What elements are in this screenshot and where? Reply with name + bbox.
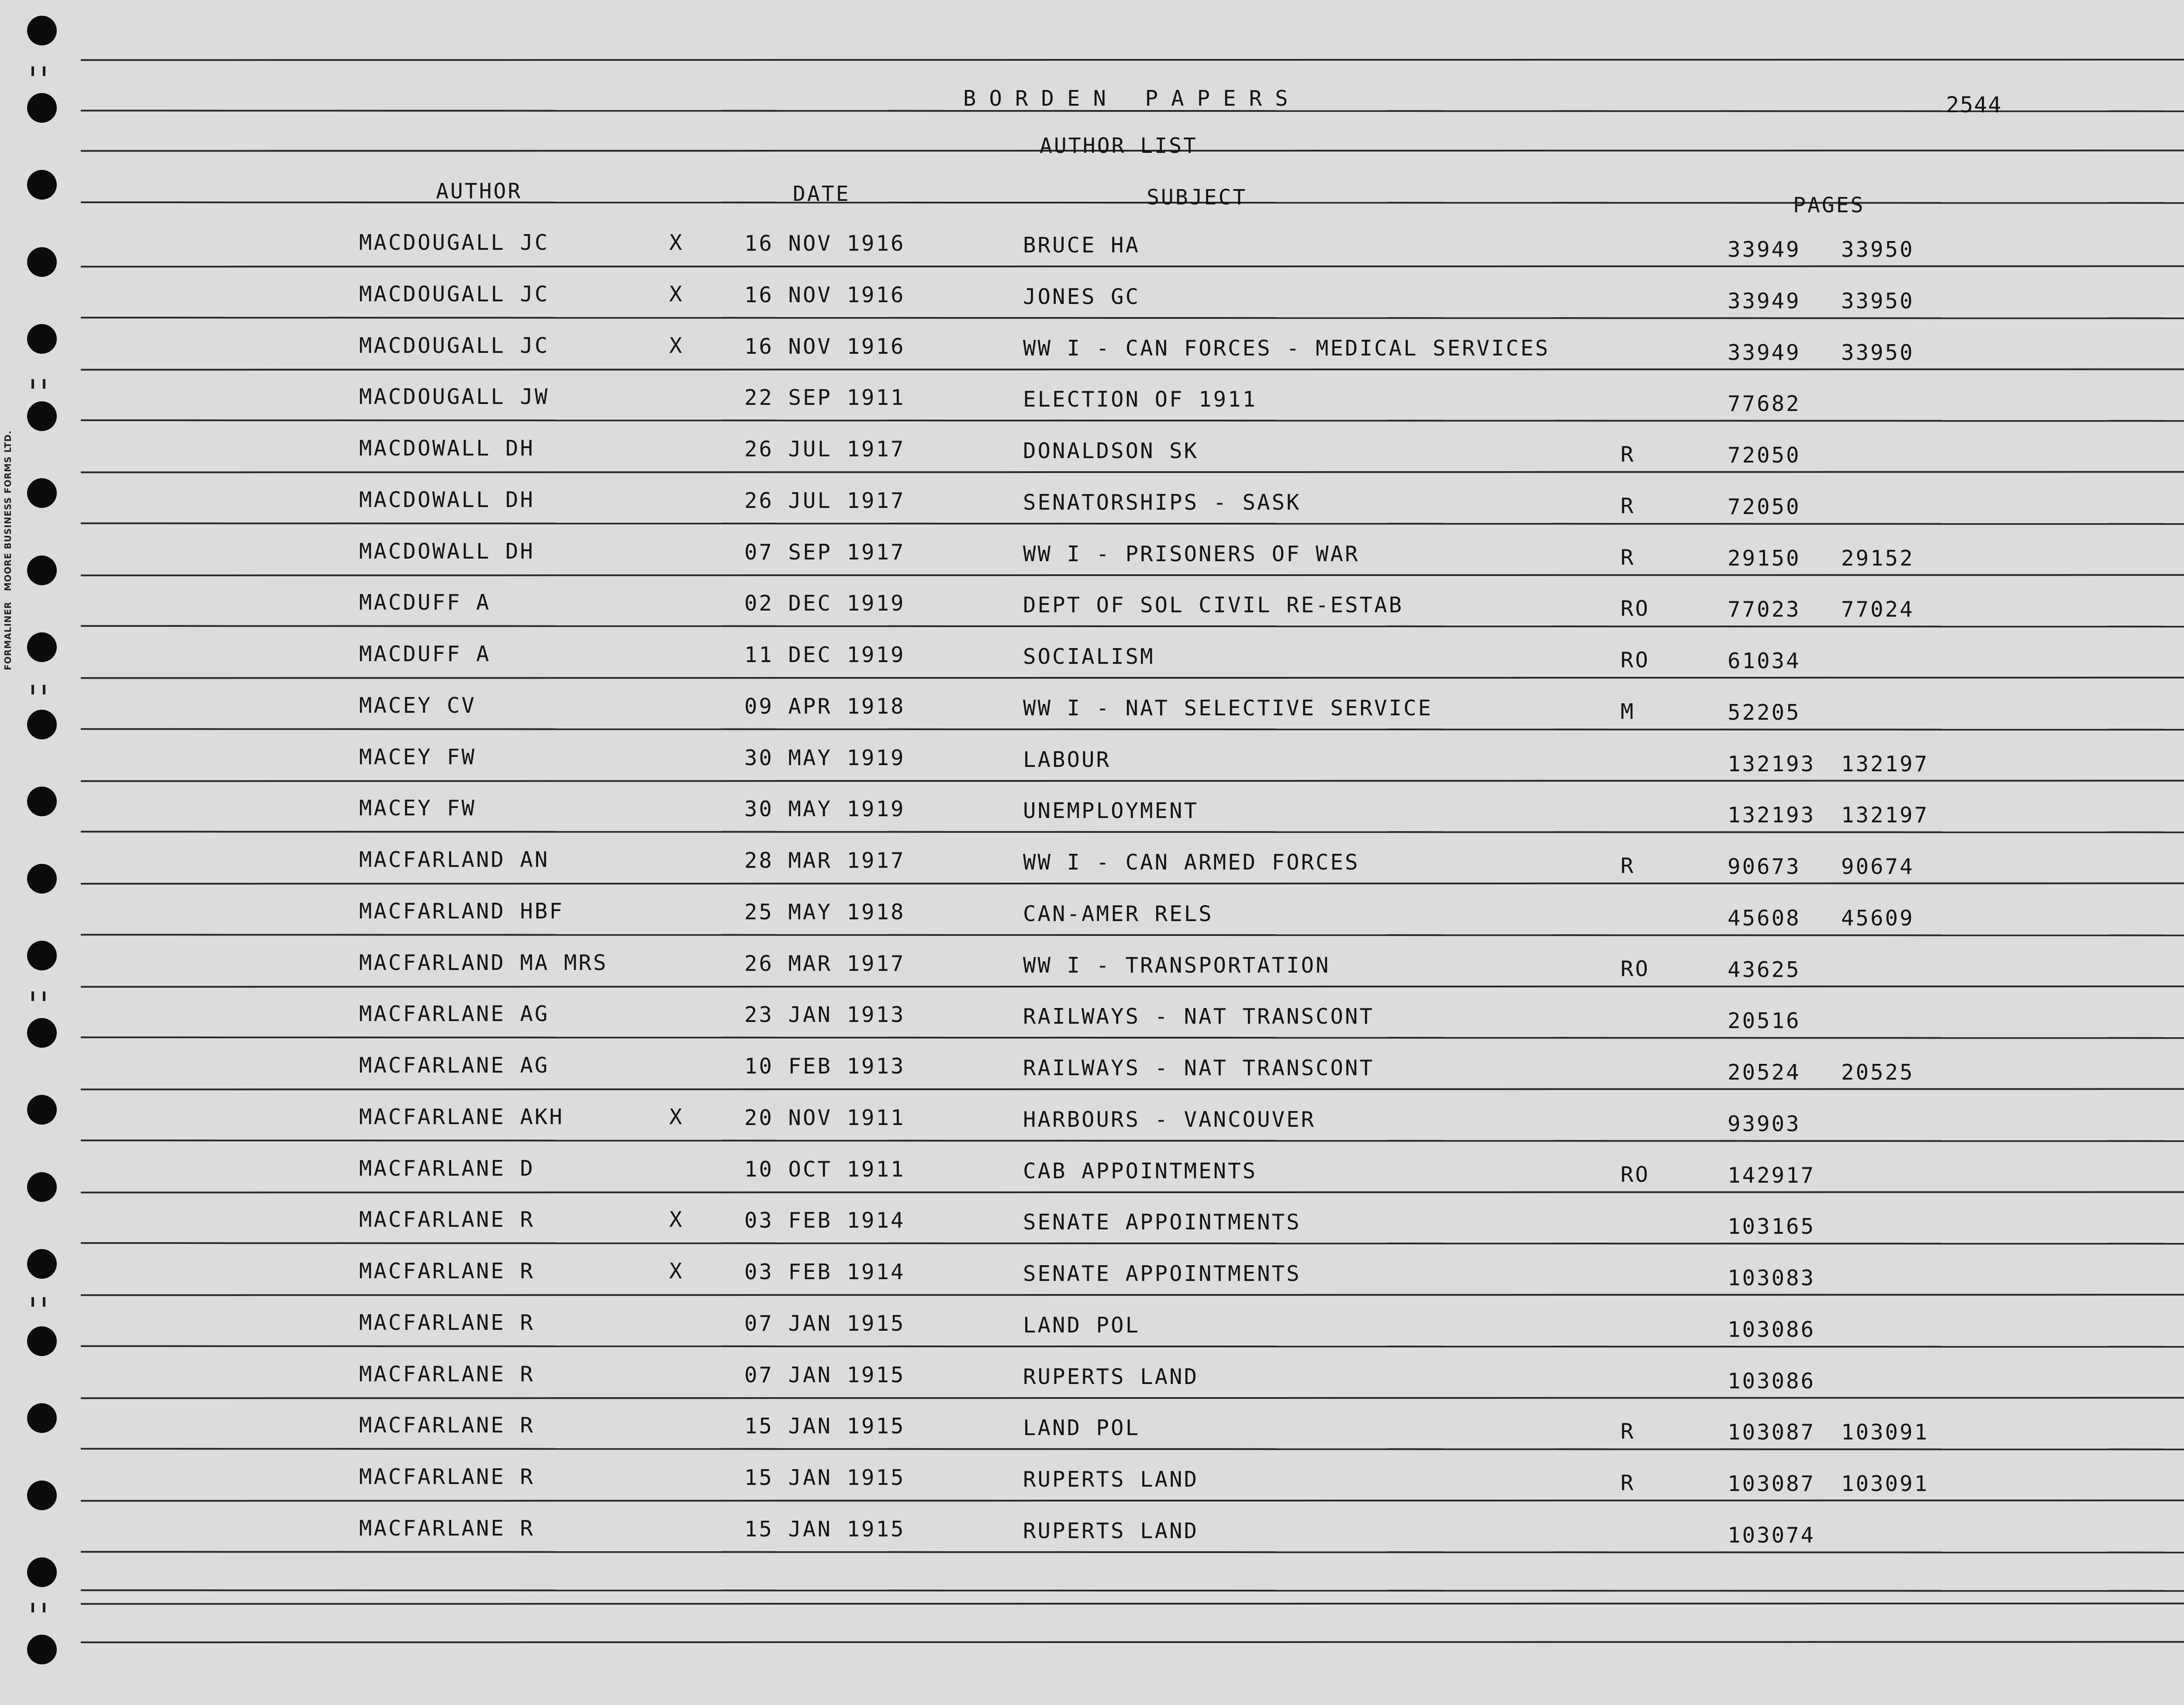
perforation-mark (31, 991, 34, 1001)
perforation-mark (43, 991, 45, 1001)
row-page-start: 52205 (1728, 700, 1801, 725)
row-author: MACFARLANE AKH (359, 1104, 564, 1129)
row-subject: UNEMPLOYMENT (1023, 798, 1199, 823)
row-author: MACDOWALL DH (359, 436, 535, 461)
ruled-line (81, 1589, 2184, 1592)
perforation-mark (43, 379, 45, 389)
row-page-start: 93903 (1728, 1111, 1801, 1136)
ruled-line (81, 676, 2184, 679)
row-subject: LABOUR (1023, 747, 1111, 772)
row-author: MACFARLANE R (359, 1413, 535, 1438)
row-subject: WW I - TRANSPORTATION (1023, 953, 1330, 978)
row-author: MACFARLANE R (359, 1207, 535, 1232)
perforation-mark (31, 66, 34, 76)
row-date: 15 JAN 1915 (744, 1465, 905, 1490)
row-page-start: 103086 (1728, 1317, 1816, 1342)
row-page-end: 132197 (1841, 752, 1929, 777)
row-code: M (1621, 699, 1635, 724)
row-page-end: 33950 (1841, 340, 1914, 365)
row-date: 03 FEB 1914 (744, 1208, 905, 1233)
ruled-line (81, 1448, 2184, 1450)
ruled-line (81, 1397, 2184, 1399)
perforation-mark (43, 685, 45, 694)
ruled-line (81, 201, 2184, 204)
row-author: MACFARLANE D (359, 1156, 535, 1181)
row-page-start: 20516 (1728, 1008, 1801, 1033)
tractor-hole (27, 1249, 57, 1279)
ruled-line (81, 1641, 2184, 1643)
tractor-hole (27, 1635, 57, 1664)
ruled-line (81, 1345, 2184, 1348)
row-page-start: 20524 (1728, 1060, 1801, 1085)
perforation-mark (43, 1297, 45, 1307)
row-subject: CAN-AMER RELS (1023, 901, 1213, 926)
row-date: 02 DEC 1919 (744, 591, 905, 616)
row-subject: CAB APPOINTMENTS (1023, 1159, 1258, 1184)
row-page-end: 20525 (1841, 1060, 1914, 1085)
row-flag: X (669, 1259, 684, 1284)
row-code: RO (1621, 956, 1650, 981)
ruled-line (81, 1191, 2184, 1193)
row-author: MACFARLAND HBF (359, 899, 564, 924)
row-code: R (1621, 442, 1635, 467)
row-author: MACDOWALL DH (359, 487, 535, 512)
row-subject: WW I - PRISONERS OF WAR (1023, 542, 1360, 566)
page-number: 2544 (1946, 92, 2002, 117)
tractor-hole (27, 1403, 57, 1433)
row-page-start: 142917 (1728, 1163, 1816, 1188)
row-date: 22 SEP 1911 (744, 385, 905, 410)
ruled-line (81, 780, 2184, 782)
ruled-line (81, 317, 2184, 319)
row-author: MACDUFF A (359, 642, 491, 666)
row-page-start: 61034 (1728, 649, 1801, 673)
row-code: RO (1621, 596, 1650, 621)
row-page-start: 77682 (1728, 391, 1801, 416)
tractor-hole (27, 1481, 57, 1510)
row-page-start: 132193 (1728, 803, 1816, 828)
row-date: 20 NOV 1911 (744, 1105, 905, 1130)
ruled-line (81, 831, 2184, 833)
tractor-hole (27, 864, 57, 894)
row-page-start: 103074 (1728, 1523, 1816, 1548)
row-date: 23 JAN 1913 (744, 1002, 905, 1027)
row-flag: X (669, 282, 684, 307)
row-date: 26 JUL 1917 (744, 437, 905, 462)
column-header-pages: PAGES (1793, 193, 1865, 217)
tractor-hole (27, 632, 57, 662)
row-author: MACDOUGALL JC (359, 230, 549, 255)
tractor-hole (27, 941, 57, 970)
row-date: 30 MAY 1919 (744, 746, 905, 770)
tractor-hole (27, 710, 57, 739)
row-date: 10 OCT 1911 (744, 1157, 905, 1182)
ruled-line (81, 265, 2184, 267)
tractor-hole (27, 1095, 57, 1125)
row-subject: RAILWAYS - NAT TRANSCONT (1023, 1004, 1375, 1029)
row-date: 07 SEP 1917 (744, 540, 905, 565)
row-code: RO (1621, 648, 1650, 673)
ruled-line (81, 934, 2184, 936)
row-subject: SOCIALISM (1023, 644, 1155, 669)
row-date: 26 JUL 1917 (744, 488, 905, 513)
row-page-start: 103087 (1728, 1471, 1816, 1496)
tractor-hole (27, 787, 57, 816)
ruled-line (81, 1499, 2184, 1501)
row-page-end: 103091 (1841, 1471, 1929, 1496)
row-page-start: 90673 (1728, 854, 1801, 879)
row-date: 11 DEC 1919 (744, 642, 905, 667)
row-flag: X (669, 333, 684, 358)
tractor-hole (27, 401, 57, 431)
row-page-start: 43625 (1728, 957, 1801, 982)
row-date: 16 NOV 1916 (744, 283, 905, 307)
row-author: MACFARLANE AG (359, 1053, 549, 1078)
row-date: 09 APR 1918 (744, 694, 905, 719)
row-page-start: 72050 (1728, 443, 1801, 468)
row-author: MACFARLANE R (359, 1259, 535, 1284)
row-code: R (1621, 494, 1635, 518)
perforation-mark (43, 1603, 45, 1612)
row-author: MACDOUGALL JC (359, 282, 549, 307)
row-subject: SENATORSHIPS - SASK (1023, 490, 1301, 515)
row-subject: RUPERTS LAND (1023, 1519, 1199, 1543)
row-page-end: 29152 (1841, 546, 1914, 571)
row-date: 03 FEB 1914 (744, 1260, 905, 1284)
ruled-line (81, 625, 2184, 628)
row-author: MACFARLANE R (359, 1516, 535, 1541)
row-author: MACDOWALL DH (359, 539, 535, 564)
row-date: 25 MAY 1918 (744, 900, 905, 925)
row-page-start: 132193 (1728, 752, 1816, 777)
row-subject: LAND POL (1023, 1313, 1140, 1338)
row-subject: WW I - CAN ARMED FORCES (1023, 850, 1360, 875)
row-author: MACFARLAND AN (359, 847, 549, 872)
row-author: MACDOUGALL JC (359, 333, 549, 358)
ruled-line (81, 368, 2184, 370)
row-page-start: 33949 (1728, 237, 1801, 262)
column-header-author: AUTHOR (436, 179, 522, 204)
row-page-end: 33950 (1841, 237, 1914, 262)
row-author: MACFARLANE R (359, 1362, 535, 1387)
form-imprint: FORMALINER MOORE BUSINESS FORMS LTD. (3, 430, 13, 670)
row-code: R (1621, 545, 1635, 570)
row-page-start: 103087 (1728, 1420, 1816, 1445)
tractor-hole (27, 478, 57, 508)
tractor-hole (27, 1172, 57, 1202)
row-subject: DONALDSON SK (1023, 438, 1199, 463)
perforation-mark (31, 1297, 34, 1307)
row-page-end: 103091 (1841, 1420, 1929, 1445)
list-subtitle: AUTHOR LIST (1040, 134, 1198, 158)
row-page-end: 33950 (1841, 289, 1914, 314)
tractor-hole (27, 16, 57, 45)
row-author: MACFARLANE AG (359, 1001, 549, 1026)
ruled-line (81, 1602, 2184, 1605)
row-page-start: 33949 (1728, 340, 1801, 365)
row-subject: RUPERTS LAND (1023, 1364, 1199, 1389)
row-page-end: 77024 (1841, 597, 1914, 622)
ruled-line (81, 1088, 2184, 1090)
row-subject: DEPT OF SOL CIVIL RE-ESTAB (1023, 593, 1404, 618)
row-subject: RUPERTS LAND (1023, 1467, 1199, 1492)
row-flag: X (669, 230, 684, 255)
ruled-line (81, 985, 2184, 987)
row-author: MACDUFF A (359, 590, 491, 615)
ruled-line (81, 1294, 2184, 1296)
row-author: MACFARLANE R (359, 1464, 535, 1489)
row-subject: WW I - CAN FORCES - MEDICAL SERVICES (1023, 336, 1550, 361)
row-date: 10 FEB 1913 (744, 1054, 905, 1079)
row-date: 07 JAN 1915 (744, 1363, 905, 1387)
row-page-end: 132197 (1841, 803, 1929, 828)
tractor-hole (27, 170, 57, 200)
row-date: 16 NOV 1916 (744, 334, 905, 359)
row-author: MACFARLAND MA MRS (359, 950, 608, 975)
ruled-line (81, 1242, 2184, 1245)
tractor-hole (27, 247, 57, 277)
row-page-start: 103086 (1728, 1369, 1816, 1394)
row-code: R (1621, 853, 1635, 878)
ruled-line (81, 471, 2184, 473)
perforation-mark (31, 379, 34, 389)
row-flag: X (669, 1207, 684, 1232)
ruled-line (81, 522, 2184, 525)
ruled-line (81, 1139, 2184, 1142)
tractor-hole (27, 1018, 57, 1048)
perforation-mark (31, 685, 34, 694)
row-page-start: 72050 (1728, 494, 1801, 519)
ruled-line (81, 1036, 2184, 1039)
tractor-hole (27, 1326, 57, 1356)
row-date: 26 MAR 1917 (744, 951, 905, 976)
row-page-start: 33949 (1728, 289, 1801, 314)
tractor-hole (27, 1557, 57, 1587)
row-author: MACDOUGALL JW (359, 384, 549, 409)
row-page-start: 45608 (1728, 906, 1801, 931)
row-subject: WW I - NAT SELECTIVE SERVICE (1023, 696, 1433, 721)
row-subject: SENATE APPOINTMENTS (1023, 1261, 1301, 1286)
tractor-hole (27, 556, 57, 585)
column-header-subject: SUBJECT (1147, 185, 1248, 210)
tractor-hole (27, 93, 57, 123)
row-subject: BRUCE HA (1023, 233, 1140, 258)
row-code: R (1621, 1470, 1635, 1495)
row-date: 16 NOV 1916 (744, 231, 905, 256)
column-header-date: DATE (793, 182, 850, 206)
row-subject: ELECTION OF 1911 (1023, 387, 1258, 412)
row-author: MACEY FW (359, 745, 477, 770)
row-page-start: 77023 (1728, 597, 1801, 622)
row-subject: LAND POL (1023, 1415, 1140, 1440)
row-date: 15 JAN 1915 (744, 1414, 905, 1439)
row-author: MACEY FW (359, 796, 477, 821)
row-subject: RAILWAYS - NAT TRANSCONT (1023, 1056, 1375, 1080)
ruled-line (81, 59, 2184, 61)
row-page-end: 90674 (1841, 854, 1914, 879)
ruled-line (81, 728, 2184, 731)
tractor-hole (27, 324, 57, 354)
row-page-start: 103083 (1728, 1266, 1816, 1291)
ruled-line (81, 574, 2184, 576)
row-date: 07 JAN 1915 (744, 1311, 905, 1336)
row-date: 30 MAY 1919 (744, 797, 905, 821)
row-code: R (1621, 1419, 1635, 1444)
row-author: MACEY CV (359, 693, 477, 718)
page-title: BORDEN PAPERS (963, 86, 1301, 111)
ruled-line (81, 1551, 2184, 1553)
perforation-mark (31, 1603, 34, 1612)
row-date: 28 MAR 1917 (744, 848, 905, 873)
row-subject: HARBOURS - VANCOUVER (1023, 1107, 1316, 1132)
ruled-line (81, 882, 2184, 884)
row-subject: SENATE APPOINTMENTS (1023, 1210, 1301, 1235)
row-page-end: 45609 (1841, 906, 1914, 931)
row-subject: JONES GC (1023, 284, 1140, 309)
row-page-start: 29150 (1728, 546, 1801, 571)
row-author: MACFARLANE R (359, 1310, 535, 1335)
row-code: RO (1621, 1162, 1650, 1187)
perforation-mark (43, 66, 45, 76)
ruled-line (81, 419, 2184, 422)
row-date: 15 JAN 1915 (744, 1517, 905, 1542)
row-page-start: 103165 (1728, 1214, 1816, 1239)
row-flag: X (669, 1104, 684, 1129)
